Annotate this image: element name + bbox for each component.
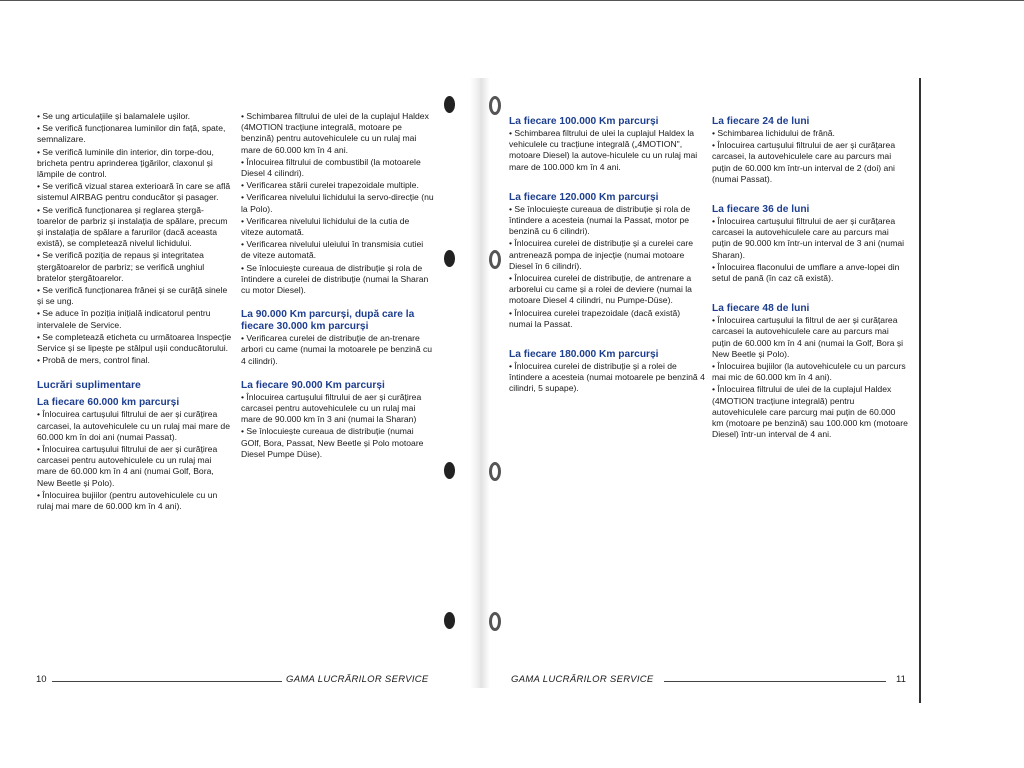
bullet-item: • Înlocuirea cartușului la filtrul de aer și curățarea carcasei la autovehiculele care au parcurs mai puțin de 60.000 km în 4 ani (numai la Golf, Bora și New Beetle și Polo).	[712, 315, 908, 360]
left-page-column-1	[37, 111, 232, 513]
bullet-item: • Înlocuirea cartușului filtrului de aer și curățarea carcasei la autovehiculele care au parcurs mai puțin de 90.000 km într-un interval de 3 ani (numai Sharan).	[712, 216, 908, 261]
checklist-180k	[509, 361, 705, 395]
bullet-item: • Se aduce în poziția inițială indicatorul pentru intervalele de Service.	[37, 308, 232, 330]
bullet-item: • Înlocuirea curelei de distribuție, de antrenare a arborelui cu came și a rolei de deviere (numai la motoare Diesel 4 cilindri, nu Pumpe-Düse).	[509, 273, 705, 307]
bullet-item: • Schimbarea filtrului de ulei la cuplajul Haldex la vehiculele cu tracțiune integrală („4MOTION", motoare Diesel) la autove-hiculele cu un rulaj mai mare de 100.000 km în 4 ani.	[509, 128, 705, 173]
section-heading-36-months: La fiecare 36 de luni	[712, 204, 810, 216]
bullet-item: • Înlocuirea filtrului de ulei de la cuplajul Haldex (4MOTION tracțiune integrală) pentru autovehiculele care parcurg mai puțin de 60.000 km (motoare pe benzină) sau 100.000 km (motoare Diesel) într-un interval de 4 ani.	[712, 384, 908, 440]
page-number-right: 11	[896, 674, 906, 685]
binder-hole	[444, 462, 455, 479]
checklist-90k	[241, 392, 434, 460]
right-page-column-2	[712, 116, 908, 441]
bullet-item: • Se verifică poziția de repaus și integritatea ștergătoarelor de parbriz; se verifică unghiul bratelor ștergătoarelor.	[37, 250, 232, 284]
bullet-item: • Înlocuirea cartușului filtrului de aer și curățirea carcasei pentru autovehiculele cu un rulaj mai mare de 90.000 km în 3 ani (numai la Sharan)	[241, 392, 434, 426]
bullet-item: • Se înlocuiește cureaua de distribuție (numai GOlf, Bora, Passat, New Beetle și Polo motoare Diesel Pumpe Düse).	[241, 426, 434, 460]
bullet-item: • Se verifică vizual starea exterioară în care se află sistemul AIRBAG pentru conducător și pasager.	[37, 181, 232, 203]
binder-hole	[489, 250, 501, 269]
section-heading-extra-work: Lucrări suplimentare	[37, 379, 141, 392]
footer-rule-left	[52, 681, 282, 682]
checklist-100k	[509, 128, 705, 173]
bullet-item: • Înlocuirea flaconului de umflare a anve-lopei din setul de pană (în caz că există).	[712, 262, 908, 284]
bullet-item: • Înlocuirea cartușului filtrului de aer și curățirea carcasei, la autovehiculele cu un rulaj mai mare de 60.000 km în doi ani (numai Passat).	[37, 409, 232, 443]
bullet-item: • Se înlocuiește cureaua de distribuție și rola de întindere a curelei de distribuție (numai la Sharan cu motor Diesel).	[241, 263, 434, 297]
section-heading-48-months: La fiecare 48 de luni	[712, 303, 810, 315]
page-right-edge	[919, 78, 921, 703]
bullet-item: • Se ung articulațiile și balamalele ușilor.	[37, 111, 232, 122]
footer-rule-right	[664, 681, 886, 682]
bullet-item: • Verificarea nivelului uleiului în transmisia cutiei de viteze automată.	[241, 239, 434, 261]
bullet-item: • Schimbarea lichidului de frână.	[712, 128, 908, 139]
page-number-left: 10	[36, 674, 47, 685]
binder-hole	[444, 96, 455, 113]
checklist	[37, 111, 232, 366]
checklist-24-months	[712, 128, 908, 185]
bullet-item: • Înlocuirea filtrului de combustibil (la motoarele Diesel 4 cilindri).	[241, 157, 434, 179]
binder-hole	[444, 250, 455, 267]
bullet-item: • Se verifică funcționarea luminilor din față, spate, semnalizare.	[37, 123, 232, 145]
checklist-36-months	[712, 216, 908, 284]
checklist-48-months	[712, 315, 908, 440]
section-heading-24-months: La fiecare 24 de luni	[712, 116, 810, 127]
left-page-column-2	[241, 111, 434, 461]
binder-hole	[489, 612, 501, 631]
bullet-item: • Înlocuirea curelei trapezoidale (dacă există) numai la Passat.	[509, 308, 705, 330]
bullet-item: • Înlocuirea curelei de distribuție și a curelei care antrenează pompa de injecție (numai motoare Diesel în 6 cilindri).	[509, 238, 705, 272]
checklist-90k-30k	[241, 333, 434, 367]
section-heading-120k: La fiecare 120.000 Km parcurși	[509, 191, 659, 203]
bullet-item: • Schimbarea filtrului de ulei de la cuplajul Haldex (4MOTION tracțiune integrală, motoare pe benzină) pentru autovehiculele cu un rulaj mai mare de 60.000 km în 4 ani.	[241, 111, 434, 156]
section-heading-180k: La fiecare 180.000 Km parcurși	[509, 349, 659, 361]
bullet-item: • Verificarea stării curelei trapezoidale multiple.	[241, 180, 434, 191]
bullet-item: • Se verifică funcționarea și reglarea ștergă-toarelor de parbriz și instalația de spălare, precum și instalația de spălare a farurilor (dacă aceasta există), se completează nivelul lichidului.	[37, 205, 232, 250]
section-heading-90k-then-30k: La 90.000 Km parcurși, după care la fiecare 30.000 km parcurși	[241, 309, 415, 333]
binder-hole	[489, 462, 501, 481]
bullet-item: • Verificarea nivelului lichidului de la cutia de viteze automată.	[241, 216, 434, 238]
binder-hole	[489, 96, 501, 115]
bullet-item: • Verificarea nivelului lichidului la servo-direcție (nu la Polo).	[241, 192, 434, 214]
bullet-item: • Se înlocuiește cureaua de distribuție și rola de întindere a acesteia (numai la Passat, motor pe benzină cu 6 cilindri).	[509, 204, 705, 238]
section-heading-100k: La fiecare 100.000 Km parcurși	[509, 116, 659, 127]
bullet-item: • Probă de mers, control final.	[37, 355, 232, 366]
bullet-item: • Înlocuirea bujiilor (pentru autovehiculele cu un rulaj mai mare de 60.000 km în 4 ani).	[37, 490, 232, 512]
book-fold	[470, 78, 490, 688]
checklist-60k	[37, 409, 232, 512]
footer-title-left: GAMA LUCRĂRILOR SERVICE	[286, 674, 429, 685]
bullet-item: • Se verifică luminile din interior, din torpe-dou, bricheta pentru aprinderea țigărilor, claxonul și lămpile de control.	[37, 147, 232, 181]
binder-hole	[444, 612, 455, 629]
checklist-120k	[509, 204, 705, 330]
bullet-item: • Înlocuirea bujiilor (la autovehiculele cu un parcurs mai mic de 60.000 km în 4 ani).	[712, 361, 908, 383]
scan-top-edge	[0, 0, 1024, 1]
bullet-item: • Se completează eticheta cu următoarea Inspecție Service și se lipește pe stâlpul ușii conducătorului.	[37, 332, 232, 354]
bullet-item: • Înlocuirea curelei de distribuție și a rolei de întindere a acesteia (numai motoarele pe benzină 4 cilindri, 5 supape).	[509, 361, 705, 395]
bullet-item: • Se verifică funcționarea frânei și se curăță sinele și se ung.	[37, 285, 232, 307]
section-heading-60k: La fiecare 60.000 km parcurși	[37, 397, 180, 409]
bullet-item: • Înlocuirea cartușului filtrului de aer și curățarea carcasei, la autovehiculele care au parcurs mai puțin de 60.000 km într-un interval de 2 (doi) ani (numai Passat).	[712, 140, 908, 185]
bullet-item: • Verificarea curelei de distribuție de an-trenare arbori cu came (numai la motoarele pe benzină cu 4 cilindri).	[241, 333, 434, 367]
right-page-column-1	[509, 116, 705, 396]
checklist	[241, 111, 434, 296]
section-heading-90k: La fiecare 90.000 Km parcurși	[241, 379, 385, 391]
bullet-item: • Înlocuirea cartușului filtrului de aer și curățirea carcasei pentru autovehiculele cu un rulaj mai mare de 60.000 km în 4 ani (numai Golf, Bora, New Beetle și Polo).	[37, 444, 232, 489]
footer-title-right: GAMA LUCRĂRILOR SERVICE	[511, 674, 654, 685]
